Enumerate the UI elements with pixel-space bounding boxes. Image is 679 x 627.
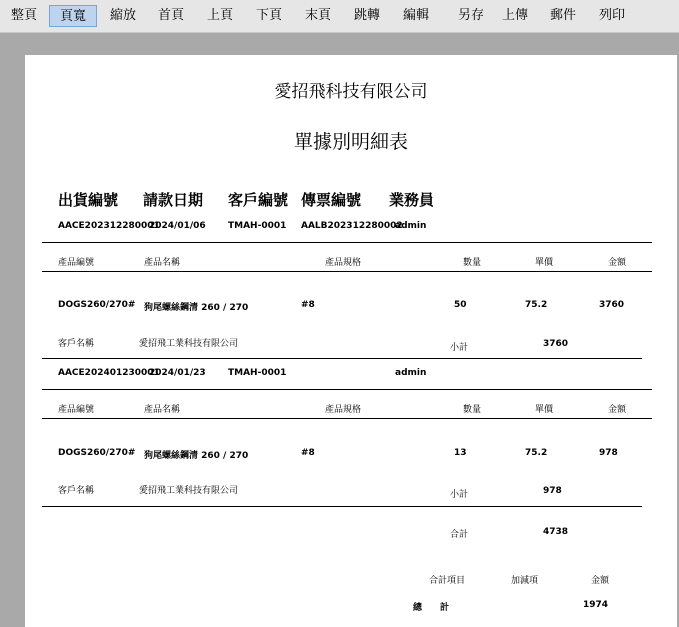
group1-customer-label: 客戶名稱 <box>58 339 95 349</box>
label-customer-no: 客戶編號 <box>228 191 289 209</box>
group2-subtotal-value: 978 <box>543 486 562 496</box>
item2-name: 狗尾螺絲鋼清 260 / 270 <box>144 451 249 461</box>
group2-ship-no: AACE202401230001 <box>58 368 160 378</box>
col-price: 單價 <box>535 405 554 415</box>
group1-date: 2024/01/06 <box>149 221 206 231</box>
item1-name: 狗尾螺絲鋼清 260 / 270 <box>144 303 249 313</box>
label-billing-date: 請款日期 <box>143 191 204 209</box>
fit-width-button[interactable]: 頁寬 <box>49 5 97 27</box>
group1-subtotal-label: 小計 <box>450 343 469 353</box>
email-button[interactable]: 郵件 <box>549 8 576 23</box>
toolbar <box>0 0 679 33</box>
upload-button[interactable]: 上傳 <box>501 8 528 23</box>
col-product-spec: 產品規格 <box>325 405 362 415</box>
group2-salesperson: admin <box>395 368 427 378</box>
group1-voucher-no: AALB202312280002 <box>301 221 403 231</box>
label-salesperson: 業務員 <box>389 191 435 209</box>
col-price: 單價 <box>535 258 554 268</box>
group1-subtotal-value: 3760 <box>543 339 569 349</box>
col-product-name: 產品名稱 <box>144 405 181 415</box>
fit-page-button[interactable]: 整頁 <box>10 8 37 23</box>
report-page <box>25 55 677 627</box>
report-title: 單據別明細表 <box>293 131 408 153</box>
item1-spec: #8 <box>301 300 315 310</box>
summary-header-amount: 金額 <box>591 576 610 586</box>
item2-price: 75.2 <box>525 448 548 458</box>
group2-customer-name: 愛招飛工業科技有限公司 <box>139 486 239 496</box>
label-ship-no: 出貨編號 <box>58 191 119 209</box>
col-qty: 數量 <box>463 258 482 268</box>
save-as-button[interactable]: 另存 <box>457 8 484 23</box>
divider <box>42 242 652 243</box>
item1-amount: 3760 <box>599 300 625 310</box>
total-value: 4738 <box>543 527 569 537</box>
print-button[interactable]: 列印 <box>598 8 625 23</box>
col-product-code: 產品編號 <box>58 405 95 415</box>
group1-ship-no: AACE202312280001 <box>58 221 160 231</box>
col-product-code: 產品編號 <box>58 258 95 268</box>
divider <box>42 506 642 507</box>
next-page-button[interactable]: 下頁 <box>255 8 282 23</box>
last-page-button[interactable]: 末頁 <box>304 8 331 23</box>
group1-salesperson: admin <box>395 221 427 231</box>
group2-date: 2024/01/23 <box>149 368 206 378</box>
company-name: 愛招飛科技有限公司 <box>274 82 428 102</box>
item2-amount: 978 <box>599 448 618 458</box>
summary-header-adjust: 加減項 <box>511 576 539 586</box>
group2-customer-no: TMAH-0001 <box>228 368 287 378</box>
divider <box>42 271 652 272</box>
item2-code: DOGS260/270# <box>58 448 136 458</box>
divider <box>42 358 642 359</box>
col-amount: 金額 <box>608 405 627 415</box>
divider <box>42 389 652 390</box>
summary-total-label: 總 計 <box>413 603 450 613</box>
divider <box>42 418 652 419</box>
label-voucher-no: 傳票編號 <box>301 191 362 209</box>
item1-code: DOGS260/270# <box>58 300 136 310</box>
col-product-spec: 產品規格 <box>325 258 362 268</box>
item2-spec: #8 <box>301 448 315 458</box>
group2-subtotal-label: 小計 <box>450 490 469 500</box>
item1-qty: 50 <box>454 300 467 310</box>
group2-customer-label: 客戶名稱 <box>58 486 95 496</box>
group1-customer-no: TMAH-0001 <box>228 221 287 231</box>
edit-button[interactable]: 編輯 <box>402 8 429 23</box>
group1-customer-name: 愛招飛工業科技有限公司 <box>139 339 239 349</box>
summary-header-item: 合計項目 <box>429 576 466 586</box>
zoom-button[interactable]: 縮放 <box>109 8 136 23</box>
prev-page-button[interactable]: 上頁 <box>206 8 233 23</box>
summary-total-value: 1974 <box>583 600 609 610</box>
item2-qty: 13 <box>454 448 467 458</box>
col-product-name: 產品名稱 <box>144 258 181 268</box>
col-amount: 金額 <box>608 258 627 268</box>
goto-page-button[interactable]: 跳轉 <box>353 8 380 23</box>
first-page-button[interactable]: 首頁 <box>157 8 184 23</box>
item1-price: 75.2 <box>525 300 548 310</box>
total-label: 合計 <box>450 530 469 540</box>
col-qty: 數量 <box>463 405 482 415</box>
